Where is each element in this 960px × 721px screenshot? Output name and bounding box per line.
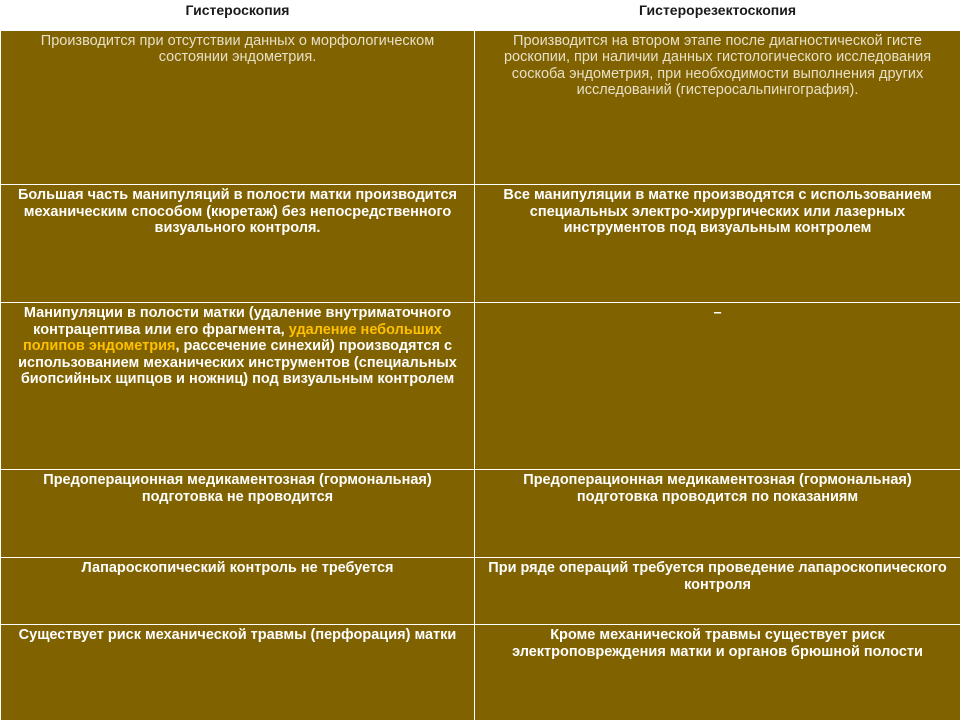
row-1-left-cell: Производится при отсутствии данных о морфологическом состоянии эндометрия. [1,29,475,185]
row-3-left-cell [1,303,475,470]
row-5-right-cell: При ряде операций требуется проведение лапароскопического контроля [475,558,960,625]
header-hysteroresectoscopy: Гистерорезектоскопия [475,1,960,29]
table-row [1,558,960,625]
table-row [1,625,960,721]
table-row [1,185,960,303]
row-1-right-cell: Производится на втором этапе после диагностической гисте роскопии, при наличии данных гистологического исследования соскоба эндометрия, при необходимости выполнения других исследований (гистеросальпингография). [475,29,960,185]
row-4-left-cell: Предоперационная медикаментозная (гормональная) подготовка не проводится [1,470,475,558]
row-3-left-text-part2: , рассечение синехий) производятся с использованием механических инструментов (специальных биопсийных щипцов и ножниц) под визуальным контролем [18,338,457,387]
table-header-row [1,1,960,29]
table-row [1,303,960,470]
row-2-right-cell: Все манипуляции в матке производятся с использованием специальных электро-хирургических или лазерных инструментов под визуальным контролем [475,185,960,303]
row-3-left-text-part1: Манипуляции в полости матки (удаление внутриматочного контрацептива или его фрагмента, [24,305,451,338]
row-5-left-cell: Лапароскопический контроль не требуется [1,558,475,625]
table-row [1,29,960,185]
row-6-left-cell: Существует риск механической травмы (перфорация) матки [1,625,475,721]
highlighted-text: удаление небольших полипов эндометрия [23,322,442,355]
row-6-right-cell: Кроме механической травмы существует риск электроповреждения матки и органов брюшной полости [475,625,960,721]
header-hysteroscopy: Гистероскопия [1,1,475,29]
table-row [1,470,960,558]
row-2-left-cell: Большая часть манипуляций в полости матки производится механическим способом (кюретаж) без непосредственного визуального контроля. [1,185,475,303]
row-4-right-cell: Предоперационная медикаментозная (гормональная) подготовка проводится по показаниям [475,470,960,558]
row-3-right-cell: – [475,303,960,470]
